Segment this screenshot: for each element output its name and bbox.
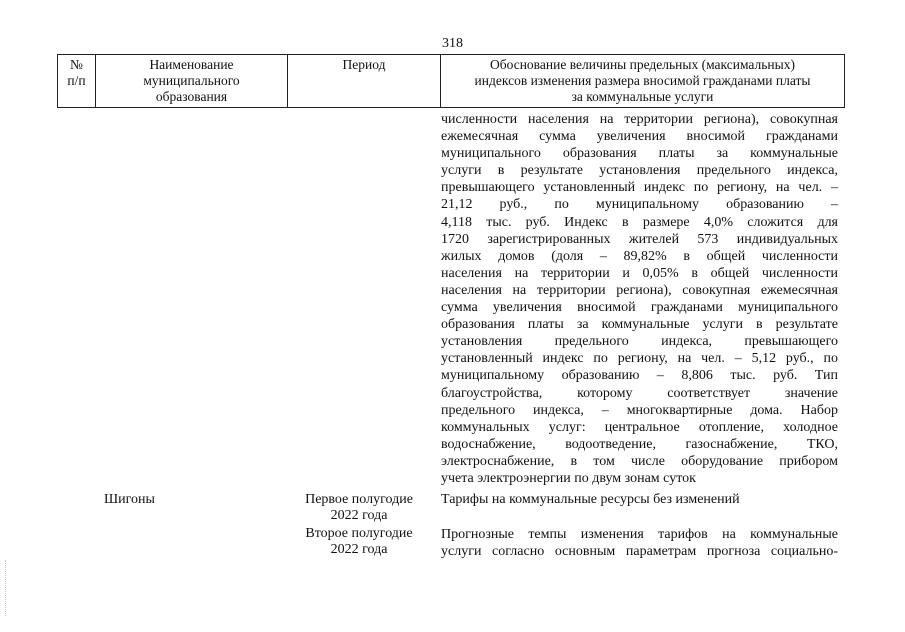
justification-line: учета электроэнергии по двум зонам суток	[441, 470, 696, 486]
justification-line: установленный индекс по региону, на чел. – 5,12 руб., по	[441, 351, 838, 367]
justification-second-half	[441, 526, 838, 560]
justification-line: населения на территории и 0,05% в общей численности	[441, 265, 838, 281]
header-municipality: Наименование муниципального образования	[96, 55, 288, 107]
justification-line: Тарифы на коммунальные ресурсы без изменений	[441, 492, 740, 507]
header-number: № п/п	[58, 55, 96, 107]
page-number: 318	[442, 36, 463, 51]
justification-line: сумма увеличения вносимой гражданами муниципального	[441, 300, 838, 316]
justification-first-half	[441, 491, 838, 508]
justification-line: водоснабжение, водоотведение, газоснабжение, ТКО,	[441, 436, 838, 452]
justification-line: муниципальному образованию – 8,806 тыс. руб. Тип	[441, 368, 838, 384]
justification-line: 4,118 тыс. руб. Индекс в размере 4,0% сложится для	[441, 214, 838, 230]
period-first-half: Первое полугодие 2022 года	[305, 492, 413, 523]
municipality-name: Шигоны	[104, 492, 155, 507]
justification-line: 1720 зарегистрированных жителей 573 индивидуальных	[441, 231, 838, 247]
justification-line: предельного индекса, – многоквартирные дома. Набор	[441, 402, 838, 418]
justification-line: жилых домов (доля – 89,82% в общей численности	[441, 248, 838, 264]
justification-line: услуги согласно основным параметрам прогноза социально-	[441, 544, 838, 559]
scan-artifact	[5, 560, 7, 616]
justification-line: ежемесячная сумма увеличения вносимой гражданами	[441, 129, 838, 145]
header-period: Период	[288, 55, 441, 107]
justification-line: превышающего установленный индекс по региону, на чел. –	[441, 180, 838, 196]
justification-line: благоустройства, которому соответствует значение	[441, 385, 838, 401]
header-justification: Обоснование величины предельных (максимальных) индексов изменения размера вносимой гражданами платы за коммунальные услуги	[474, 57, 811, 104]
continued-justification	[441, 111, 838, 487]
justification-line: 21,12 руб., по муниципальному образованию –	[441, 197, 838, 213]
justification-line: населения на территории региона), совокупная ежемесячная	[441, 282, 838, 298]
justification-line: численности населения на территории региона), совокупная	[441, 112, 838, 127]
justification-line: электроснабжение, в том числе оборудование прибором	[441, 453, 838, 469]
table-header	[57, 54, 845, 108]
justification-line: установления предельного индекса, превышающего	[441, 334, 838, 350]
period-second-half: Второе полугодие 2022 года	[305, 526, 413, 557]
justification-line: муниципального образования платы за коммунальные	[441, 146, 838, 162]
justification-line: коммунальных услуг: центральное отопление, холодное	[441, 419, 838, 435]
justification-line: услуги в результате установления предельного индекса,	[441, 163, 838, 179]
justification-line: Прогнозные темпы изменения тарифов на коммунальные	[441, 527, 838, 542]
justification-line: образования платы за коммунальные услуги в результате	[441, 317, 838, 333]
